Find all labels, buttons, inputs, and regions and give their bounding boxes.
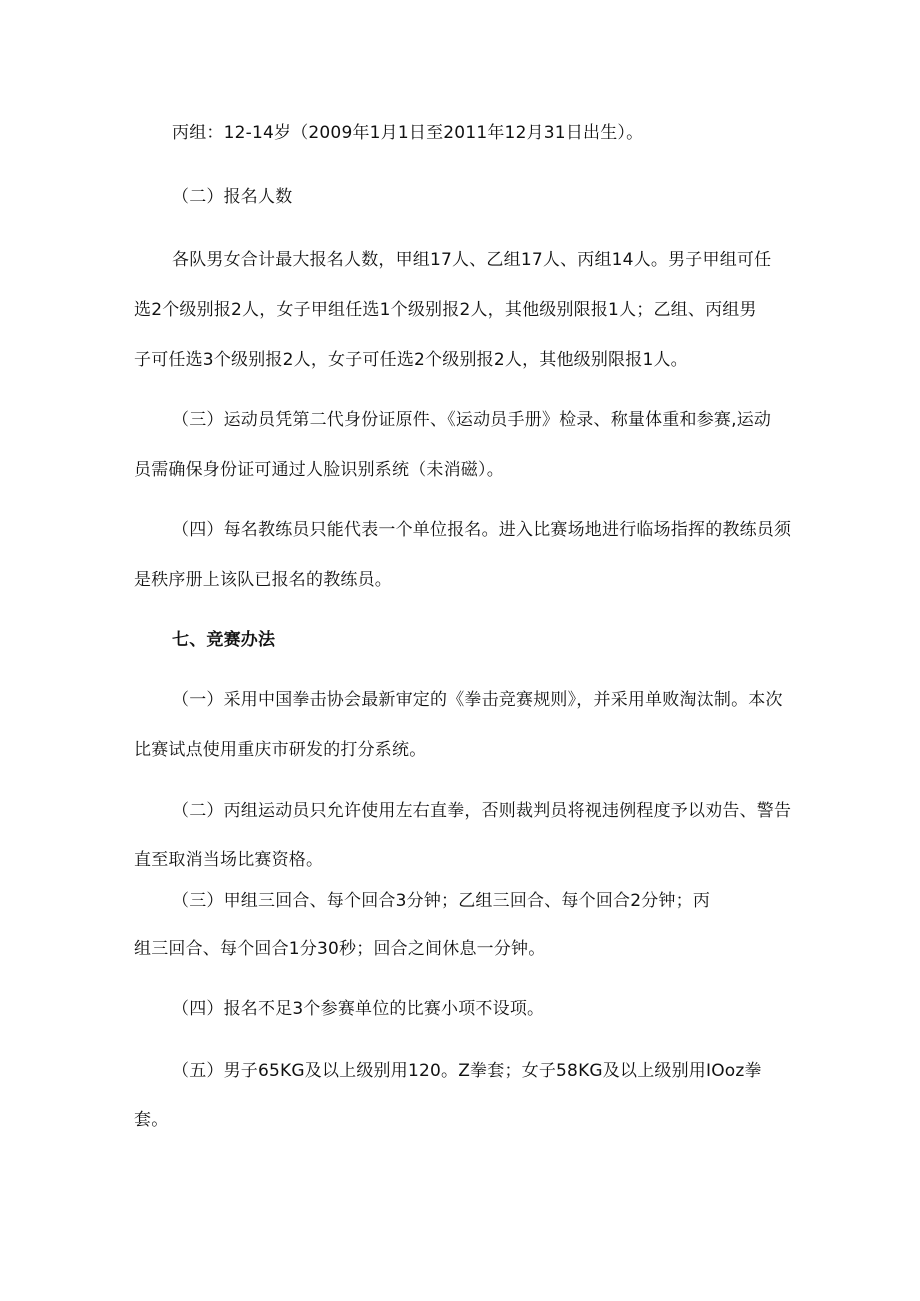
section-heading-competition-method: 七、竞赛办法 <box>172 630 276 650</box>
text-line-registration-2: 选2个级别报2人，女子甲组任选1个级别报2人，其他级别限报1人；乙组、丙组男 <box>134 300 757 320</box>
text-line-registration-1: 各队男女合计最大报名人数，甲组17人、乙组17人、丙组14人。男子甲组可任 <box>172 250 772 270</box>
text-line-coach-2: 是秩序册上该队已报名的教练员。 <box>134 570 392 590</box>
text-line-group-c-punch-2: 直至取消当场比赛资格。 <box>134 850 324 870</box>
text-line-registration-3: 子可任选3个级别报2人，女子可任选2个级别报2人，其他级别限报1人。 <box>134 350 688 370</box>
subheading-registration-count: （二）报名人数 <box>172 187 293 207</box>
text-line-id-check-1: （三）运动员凭第二代身份证原件、《运动员手册》检录、称量体重和参赛,运动 <box>172 410 772 430</box>
text-line-group-c-age: 丙组：12-14岁（2009年1月1日至2011年12月31日出生）。 <box>172 123 644 143</box>
text-line-group-c-punch-1: （二）丙组运动员只允许使用左右直拳，否则裁判员将视违例程度予以劝告、警告 <box>172 801 792 821</box>
text-line-gloves-2: 套。 <box>134 1110 169 1130</box>
text-line-rounds-2: 组三回合、每个回合1分30秒；回合之间休息一分钟。 <box>134 939 546 959</box>
text-line-id-check-2: 员需确保身份证可通过人脸识别系统（未消磁）。 <box>134 460 504 480</box>
text-line-rounds-1: （三）甲组三回合、每个回合3分钟；乙组三回合、每个回合2分钟；丙 <box>172 891 711 911</box>
text-line-coach-1: （四）每名教练员只能代表一个单位报名。进入比赛场地进行临场指挥的教练员须 <box>172 520 792 540</box>
text-line-rules-1: （一）采用中国拳击协会最新审定的《拳击竞赛规则》，并采用单败淘汰制。本次 <box>172 690 783 710</box>
text-line-rules-2: 比赛试点使用重庆市研发的打分系统。 <box>134 740 427 760</box>
text-line-gloves-1: （五）男子65KG及以上级别用120。Z拳套；女子58KG及以上级别用IOoz拳 <box>172 1061 762 1081</box>
text-line-min-units: （四）报名不足3个参赛单位的比赛小项不设项。 <box>172 999 545 1019</box>
